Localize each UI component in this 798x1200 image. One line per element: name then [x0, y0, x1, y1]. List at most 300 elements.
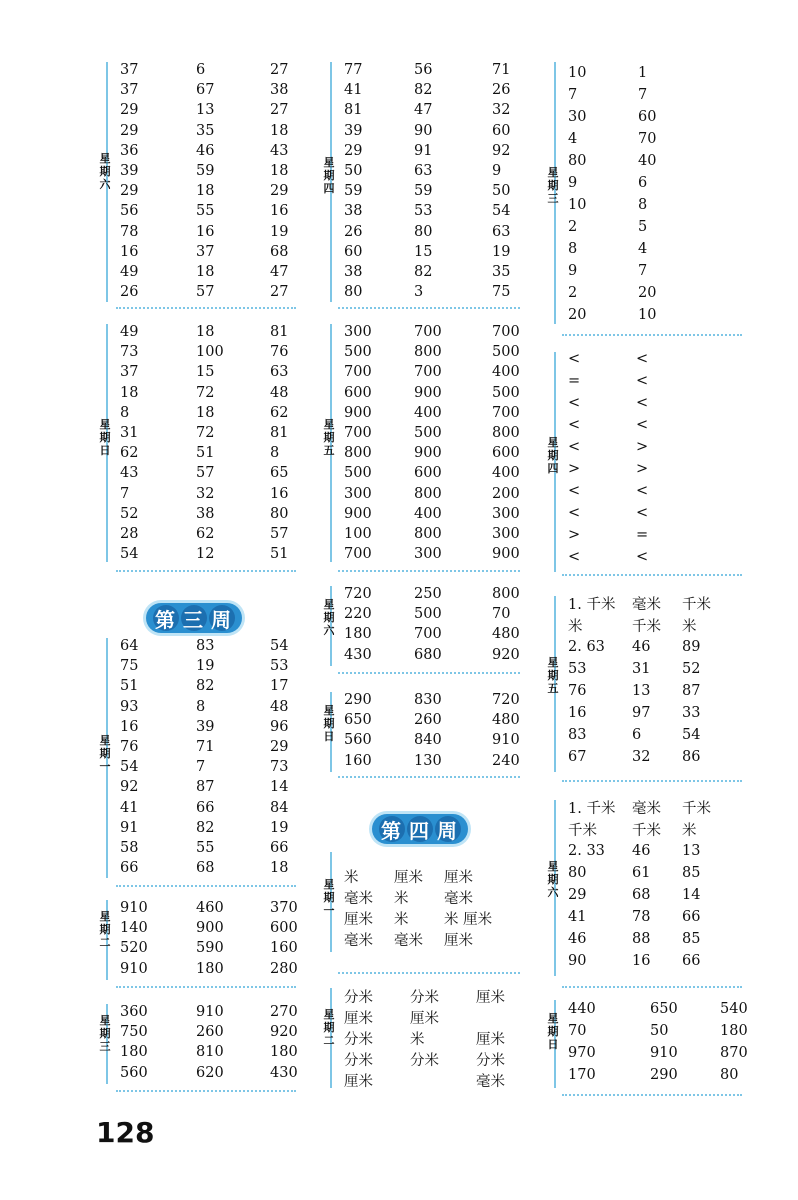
answer-cell: 35 [196, 122, 215, 139]
answer-cell: 300 [344, 324, 372, 341]
answer-cell: 97 [632, 705, 651, 721]
answer-row [344, 645, 542, 665]
answer-cell: 2. 33 [568, 843, 605, 859]
answer-cell: 54 [120, 546, 139, 563]
answer-cell: 67 [196, 82, 215, 99]
answer-row [568, 436, 696, 458]
answer-cell: 15 [196, 364, 215, 381]
answer-cell: 72 [196, 384, 215, 401]
answer-row [120, 362, 320, 382]
answer-row [568, 998, 760, 1020]
answer-cell: 32 [492, 102, 511, 119]
divider [116, 307, 296, 309]
divider [562, 986, 742, 988]
answer-cell: 29 [270, 183, 289, 200]
answer-cell: < [568, 549, 581, 565]
day-label: 星期五 [547, 656, 559, 695]
answer-row [568, 62, 698, 84]
answer-cell: 460 [196, 900, 224, 917]
answer-cell: 920 [492, 646, 520, 663]
answer-cell: 700 [414, 364, 442, 381]
answer-cell: 29 [270, 739, 289, 756]
answer-row [120, 161, 320, 181]
answer-cell: > [636, 461, 649, 477]
answer-cell: 66 [682, 953, 701, 969]
divider [116, 1090, 296, 1092]
answer-cell: 米 [394, 891, 409, 907]
answer-cell: 毫米 [394, 933, 423, 949]
answer-row [344, 141, 542, 161]
answer-cell: 18 [270, 163, 289, 180]
answer-cell: 68 [196, 860, 215, 877]
answer-rows [120, 322, 320, 564]
week-char: 三 [181, 605, 207, 631]
answer-cell: 9 [568, 175, 578, 191]
answer-cell: 54 [120, 759, 139, 776]
answer-cell: 16 [632, 953, 651, 969]
answer-cell: 52 [120, 505, 139, 522]
answer-row [568, 84, 698, 106]
answer-row [568, 950, 742, 972]
answer-cell: 300 [414, 546, 442, 563]
answer-cell: 680 [414, 646, 442, 663]
answer-cell: 1. 千米 [568, 596, 616, 613]
answer-cell: 4 [638, 241, 648, 257]
answer-cell: 毫米 [632, 800, 661, 817]
answer-cell: 89 [682, 639, 701, 655]
answer-cell: 13 [632, 683, 651, 699]
divider [116, 570, 296, 572]
divider [562, 1094, 742, 1096]
divider [562, 574, 742, 576]
answer-cell: 14 [270, 779, 289, 796]
answer-cell: 53 [270, 658, 289, 675]
week-char: 第 [379, 816, 405, 842]
answer-row [120, 656, 320, 676]
answer-cell: 590 [196, 940, 224, 957]
answer-cell: < [636, 417, 649, 433]
answer-cell: 28 [120, 525, 139, 542]
answer-cell: 700 [492, 404, 520, 421]
answer-cell: 千米 [682, 596, 711, 613]
answer-cell: 400 [414, 505, 442, 522]
answer-cell: 48 [270, 384, 289, 401]
answer-row [568, 1042, 760, 1064]
answer-cell: 7 [638, 87, 648, 103]
answer-cell: 千米 [632, 618, 661, 635]
answer-cell: 54 [270, 638, 289, 655]
answer-cell: 75 [492, 284, 511, 301]
answer-cell: 66 [196, 799, 215, 816]
answer-row [344, 1049, 532, 1070]
answer-cell: 91 [120, 819, 139, 836]
answer-cell: 67 [568, 749, 587, 765]
answer-row [568, 818, 742, 840]
answer-row [120, 918, 320, 938]
answer-cell: 88 [632, 931, 651, 947]
answer-cell: 毫米 [476, 1074, 505, 1090]
answer-cell: > [568, 527, 581, 543]
answer-cell: 分米 [410, 990, 439, 1006]
answer-row [120, 100, 320, 120]
answer-cell: 20 [568, 307, 587, 323]
answer-row [568, 636, 742, 658]
answer-cell: 米 [568, 618, 583, 635]
answer-row [344, 730, 542, 750]
answer-cell: 8 [568, 241, 578, 257]
answer-row [344, 443, 542, 463]
answer-cell: 36 [120, 142, 139, 159]
answer-row [344, 1007, 532, 1028]
answer-cell: 500 [344, 465, 372, 482]
answer-cell: 46 [568, 931, 587, 947]
answer-row [568, 796, 742, 818]
answer-cell: 260 [196, 1024, 224, 1041]
answer-row [344, 1070, 532, 1091]
answer-cell: 毫米 [444, 891, 473, 907]
answer-row [344, 986, 532, 1007]
answer-cell: 7 [568, 87, 578, 103]
week-char: 周 [209, 605, 235, 631]
divider [338, 972, 520, 974]
answer-cell: 38 [270, 82, 289, 99]
answer-row [120, 636, 320, 656]
answer-cell: 82 [414, 263, 433, 280]
answer-cell: 27 [270, 102, 289, 119]
answer-cell: 19 [196, 658, 215, 675]
answer-cell: 39 [196, 718, 215, 735]
answer-cell: 170 [568, 1067, 596, 1083]
answer-cell: 91 [414, 142, 433, 159]
answer-cell: 160 [270, 940, 298, 957]
answer-cell: 29 [568, 887, 587, 903]
answer-cell: 厘米 [444, 870, 473, 886]
answer-cell: 300 [492, 505, 520, 522]
answer-row [568, 260, 698, 282]
answer-row [344, 282, 542, 302]
answer-cell: 700 [414, 324, 442, 341]
answer-cell: 180 [270, 1044, 298, 1061]
answer-row [568, 216, 698, 238]
answer-cell: 32 [632, 749, 651, 765]
answer-row [344, 710, 542, 730]
answer-row [120, 717, 320, 737]
answer-cell: 32 [196, 485, 215, 502]
answer-cell: 29 [344, 142, 363, 159]
answer-row [568, 348, 696, 370]
day-label: 星期二 [99, 910, 111, 949]
answer-cell: 7 [120, 485, 130, 502]
answer-row [120, 383, 320, 403]
answer-cell: < [636, 395, 649, 411]
answer-cell: 370 [270, 900, 298, 917]
answer-cell: 260 [414, 712, 442, 729]
answer-cell: 26 [120, 284, 139, 301]
answer-cell: 59 [414, 183, 433, 200]
answer-cell: 270 [270, 1004, 298, 1021]
answer-row [568, 502, 696, 524]
answer-rows [568, 348, 696, 568]
answer-cell: 180 [720, 1023, 748, 1039]
answer-cell: 分米 [344, 1053, 373, 1069]
answer-cell: 60 [638, 109, 657, 125]
answer-rows [344, 690, 542, 771]
answer-cell: 46 [196, 142, 215, 159]
answer-cell: 14 [682, 887, 701, 903]
answer-cell: 65 [270, 465, 289, 482]
answer-cell: 220 [344, 606, 372, 623]
answer-cell: < [568, 417, 581, 433]
answer-row [344, 181, 542, 201]
answer-cell: 毫米 [344, 933, 373, 949]
answer-cell: 62 [270, 404, 289, 421]
answer-cell: 78 [120, 223, 139, 240]
answer-row [120, 544, 320, 564]
answer-row [120, 504, 320, 524]
answer-row [568, 1064, 760, 1086]
answer-cell: 70 [638, 131, 657, 147]
answer-cell: 27 [270, 284, 289, 301]
answer-cell: 830 [414, 692, 442, 709]
day-label: 星期日 [99, 418, 111, 457]
answer-row [568, 238, 698, 260]
answer-cell: 35 [492, 263, 511, 280]
answer-cell: 56 [120, 203, 139, 220]
answer-cell: 37 [120, 364, 139, 381]
answer-cell: 18 [196, 404, 215, 421]
answer-cell: 360 [120, 1004, 148, 1021]
answer-cell: 60 [492, 122, 511, 139]
answer-cell: 47 [414, 102, 433, 119]
answer-cell: = [636, 527, 649, 543]
answer-cell: 83 [196, 638, 215, 655]
answer-row [344, 524, 542, 544]
answer-cell: 6 [632, 727, 642, 743]
answer-row [120, 1022, 320, 1042]
answer-cell: 80 [414, 223, 433, 240]
answer-cell: 900 [492, 546, 520, 563]
answer-cell: 900 [344, 404, 372, 421]
answer-cell: 64 [120, 638, 139, 655]
answer-cell: 93 [120, 698, 139, 715]
answer-cell: 26 [344, 223, 363, 240]
answer-cell: 440 [568, 1001, 596, 1017]
answer-cell: 62 [196, 525, 215, 542]
answer-row [120, 423, 320, 443]
answer-row [344, 201, 542, 221]
answer-cell: 58 [120, 839, 139, 856]
answer-rows [344, 60, 542, 302]
answer-cell: 9 [568, 263, 578, 279]
answer-cell: 厘米 [444, 933, 473, 949]
answer-row [568, 524, 696, 546]
answer-cell: 3 [414, 284, 424, 301]
answer-cell: 63 [414, 163, 433, 180]
answer-rows [120, 1002, 320, 1083]
answer-cell: 43 [120, 465, 139, 482]
answer-cell: 71 [196, 739, 215, 756]
answer-rows [344, 584, 542, 665]
answer-cell: 800 [414, 485, 442, 502]
answer-cell: 130 [414, 752, 442, 769]
answer-row [344, 161, 542, 181]
answer-cell: 100 [344, 525, 372, 542]
answer-cell: 400 [492, 364, 520, 381]
answer-cell: 18 [120, 384, 139, 401]
answer-row [120, 262, 320, 282]
answer-cell: 71 [492, 62, 511, 79]
answer-cell: 90 [568, 953, 587, 969]
divider [116, 986, 296, 988]
answer-cell: 53 [568, 661, 587, 677]
answer-cell: 750 [120, 1024, 148, 1041]
answer-cell: 910 [650, 1045, 678, 1061]
answer-row [568, 840, 742, 862]
day-label: 星期六 [323, 598, 335, 637]
answer-cell: 39 [344, 122, 363, 139]
answer-cell: 米 [682, 618, 697, 635]
answer-row [568, 746, 742, 768]
answer-row [344, 423, 542, 443]
answer-cell: 2 [568, 285, 578, 301]
answer-cell: 430 [270, 1064, 298, 1081]
answer-row [120, 141, 320, 161]
answer-cell: 76 [568, 683, 587, 699]
answer-cell: < [568, 395, 581, 411]
answer-cell: 400 [414, 404, 442, 421]
answer-cell: 毫米 [344, 891, 373, 907]
answer-cell: 10 [638, 307, 657, 323]
answer-row [568, 614, 742, 636]
answer-cell: 80 [720, 1067, 739, 1083]
answer-cell: 900 [414, 384, 442, 401]
answer-row [344, 751, 542, 771]
answer-cell: 84 [270, 799, 289, 816]
page-number: 128 [96, 1116, 155, 1149]
answer-cell: 米 [344, 870, 359, 886]
answer-cell: 16 [270, 485, 289, 502]
answer-cell: < [568, 483, 581, 499]
answer-cell: 290 [650, 1067, 678, 1083]
answer-cell: 76 [270, 344, 289, 361]
answer-cell: 8 [638, 197, 648, 213]
answer-cell: 90 [414, 122, 433, 139]
week-4-badge [372, 814, 468, 844]
divider [116, 885, 296, 887]
answer-cell: 800 [414, 525, 442, 542]
answer-cell: 160 [344, 752, 372, 769]
answer-cell: 37 [120, 82, 139, 99]
answer-cell: 840 [414, 732, 442, 749]
answer-cell: 300 [344, 485, 372, 502]
day-label: 星期三 [99, 1014, 111, 1053]
answer-cell: 8 [270, 445, 280, 462]
answer-cell: 700 [344, 546, 372, 563]
answer-row [120, 282, 320, 302]
answer-row [568, 106, 698, 128]
answer-cell: 63 [270, 364, 289, 381]
answer-cell: 分米 [476, 1053, 505, 1069]
answer-row [120, 676, 320, 696]
answer-cell: 500 [344, 344, 372, 361]
answer-cell: < [568, 505, 581, 521]
answer-cell: 300 [492, 525, 520, 542]
answer-cell: 82 [196, 819, 215, 836]
answer-cell: 66 [120, 860, 139, 877]
answer-row [344, 690, 542, 710]
answer-cell: 41 [568, 909, 587, 925]
answer-cell: 68 [270, 243, 289, 260]
answer-cell: 280 [270, 960, 298, 977]
answer-cell: 430 [344, 646, 372, 663]
answer-cell: 9 [492, 163, 502, 180]
answer-cell: < [636, 351, 649, 367]
week-char: 四 [407, 816, 433, 842]
answer-row [344, 80, 542, 100]
answer-cell: 800 [492, 586, 520, 603]
answer-cell: 480 [492, 626, 520, 643]
answer-cell: 290 [344, 692, 372, 709]
answer-cell: 10 [568, 65, 587, 81]
answer-row [120, 443, 320, 463]
answer-row [344, 484, 542, 504]
answer-row [344, 322, 542, 342]
answer-row [120, 697, 320, 717]
answer-row [120, 222, 320, 242]
answer-cell: 700 [344, 364, 372, 381]
answer-cell: 千米 [682, 800, 711, 817]
answer-row [568, 282, 698, 304]
day-label: 星期日 [547, 1012, 559, 1051]
answer-cell: 240 [492, 752, 520, 769]
answer-cell: 61 [632, 865, 651, 881]
answer-row [568, 458, 696, 480]
answer-cell: 56 [414, 62, 433, 79]
answer-cell: 47 [270, 263, 289, 280]
answer-cell: 55 [196, 203, 215, 220]
answer-cell: 870 [720, 1045, 748, 1061]
answer-cell: 厘米 [344, 1074, 373, 1090]
answer-row [568, 592, 742, 614]
answer-cell: 8 [196, 698, 206, 715]
answer-cell: 910 [120, 900, 148, 917]
answer-row [120, 838, 320, 858]
answer-row [120, 798, 320, 818]
answer-row [568, 480, 696, 502]
answer-cell: 85 [682, 931, 701, 947]
answer-row [344, 403, 542, 423]
answer-cell: < [568, 351, 581, 367]
answer-cell: 970 [568, 1045, 596, 1061]
divider [338, 570, 520, 572]
answer-cell: 50 [344, 163, 363, 180]
answer-row [344, 504, 542, 524]
answer-cell: 39 [120, 163, 139, 180]
answer-cell: 910 [196, 1004, 224, 1021]
answer-cell: 620 [196, 1064, 224, 1081]
answer-row [344, 342, 542, 362]
answer-cell: 29 [120, 183, 139, 200]
answer-row [120, 757, 320, 777]
answer-cell: 900 [196, 920, 224, 937]
answer-cell: 73 [270, 759, 289, 776]
answer-cell: 400 [492, 465, 520, 482]
answer-row [120, 201, 320, 221]
answer-cell: 41 [120, 799, 139, 816]
answer-row [120, 737, 320, 757]
answer-row [568, 928, 742, 950]
answer-row [120, 1002, 320, 1022]
